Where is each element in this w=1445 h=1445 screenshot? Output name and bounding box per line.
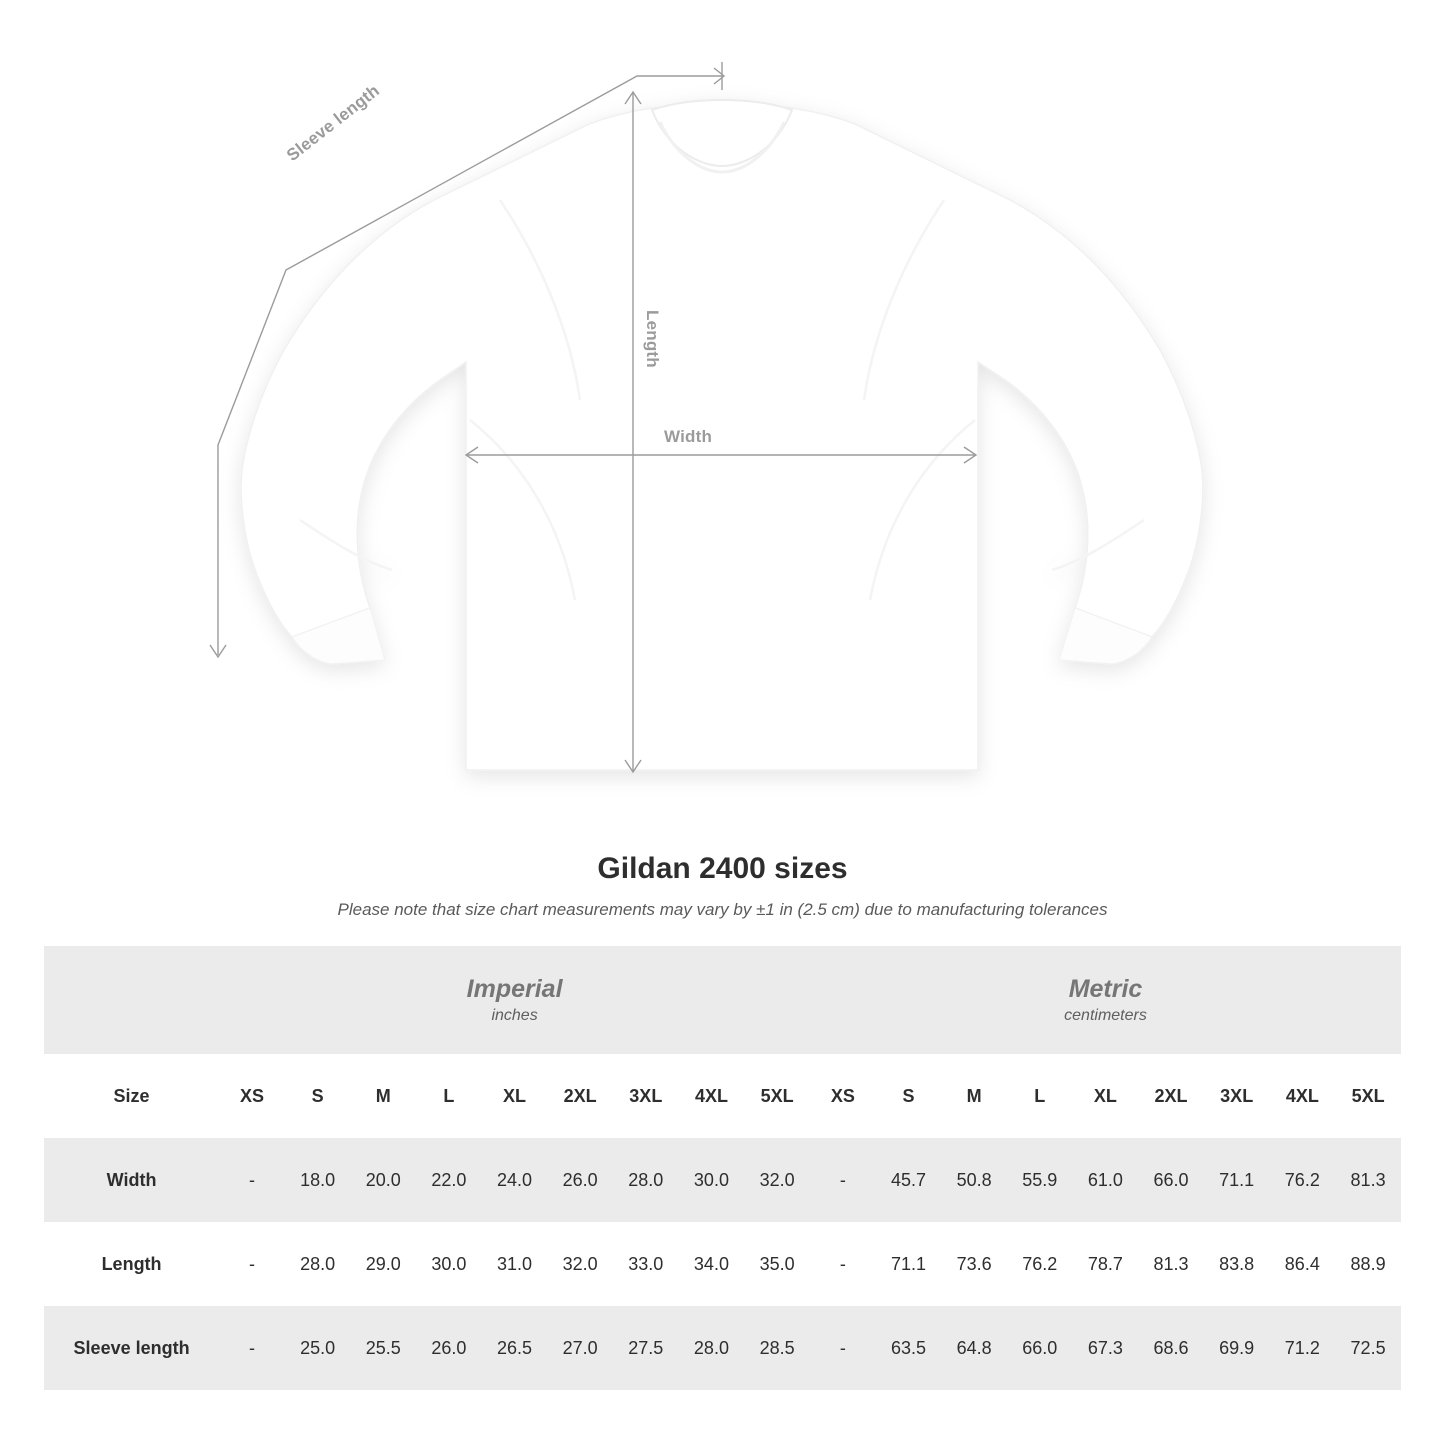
table-row: [44, 1222, 1401, 1306]
column-header-xs-imperial: XS: [219, 1054, 285, 1138]
cell-value: 32.0: [744, 1138, 810, 1222]
cell-value: 30.0: [416, 1222, 482, 1306]
chart-heading: [0, 852, 1445, 920]
size-chart-table: [44, 946, 1401, 1390]
column-header-xs-metric: XS: [810, 1054, 876, 1138]
cell-value: 61.0: [1073, 1138, 1139, 1222]
cell-value: 66.0: [1007, 1306, 1073, 1390]
width-label: Width: [664, 427, 713, 446]
cell-value: -: [810, 1138, 876, 1222]
column-header-m-metric: M: [941, 1054, 1007, 1138]
cell-value: 72.5: [1335, 1306, 1401, 1390]
table-header-row: [44, 1054, 1401, 1138]
cell-value: 64.8: [941, 1306, 1007, 1390]
cell-value: 28.0: [285, 1222, 351, 1306]
column-header-4xl-imperial: 4XL: [679, 1054, 745, 1138]
table-row: [44, 1306, 1401, 1390]
length-label: Length: [643, 310, 662, 368]
cell-value: 31.0: [482, 1222, 548, 1306]
cell-value: 86.4: [1270, 1222, 1336, 1306]
cell-value: 26.0: [547, 1138, 613, 1222]
column-header-xl-metric: XL: [1073, 1054, 1139, 1138]
unit-row-spacer: [44, 946, 219, 1054]
cell-value: 63.5: [876, 1306, 942, 1390]
cell-value: 25.5: [350, 1306, 416, 1390]
cell-value: 28.5: [744, 1306, 810, 1390]
cell-value: -: [810, 1222, 876, 1306]
column-header-l-metric: L: [1007, 1054, 1073, 1138]
unit-group-subtitle: inches: [491, 1007, 538, 1025]
cell-value: -: [810, 1306, 876, 1390]
cell-value: 29.0: [350, 1222, 416, 1306]
cell-value: 81.3: [1138, 1222, 1204, 1306]
row-label-sleeve-length: Sleeve length: [44, 1306, 219, 1390]
unit-group-subtitle: centimeters: [1064, 1007, 1147, 1025]
cell-value: 24.0: [482, 1138, 548, 1222]
page-title: Gildan 2400 sizes: [597, 852, 848, 885]
cell-value: -: [219, 1138, 285, 1222]
unit-group-metric: [810, 946, 1401, 1054]
unit-group-title: Metric: [1068, 974, 1143, 1003]
cell-value: 26.5: [482, 1306, 548, 1390]
cell-value: 32.0: [547, 1222, 613, 1306]
cell-value: 35.0: [744, 1222, 810, 1306]
cell-value: 22.0: [416, 1138, 482, 1222]
row-label-width: Width: [44, 1138, 219, 1222]
cell-value: 68.6: [1138, 1306, 1204, 1390]
column-header-4xl-metric: 4XL: [1270, 1054, 1336, 1138]
cell-value: 33.0: [613, 1222, 679, 1306]
cell-value: 76.2: [1270, 1138, 1336, 1222]
row-label-length: Length: [44, 1222, 219, 1306]
cell-value: 71.1: [876, 1222, 942, 1306]
cell-value: 83.8: [1204, 1222, 1270, 1306]
cell-value: 27.5: [613, 1306, 679, 1390]
cell-value: 27.0: [547, 1306, 613, 1390]
column-header-3xl-imperial: 3XL: [613, 1054, 679, 1138]
cell-value: 34.0: [679, 1222, 745, 1306]
cell-value: 81.3: [1335, 1138, 1401, 1222]
cell-value: 50.8: [941, 1138, 1007, 1222]
column-header-m-imperial: M: [350, 1054, 416, 1138]
tolerance-note: Please note that size chart measurements may vary by ±1 in (2.5 cm) due to manufacturing tolerances: [337, 900, 1108, 919]
size-chart-table-wrap: [44, 946, 1401, 1390]
cell-value: 73.6: [941, 1222, 1007, 1306]
column-header-xl-imperial: XL: [482, 1054, 548, 1138]
column-header-s-metric: S: [876, 1054, 942, 1138]
column-header-5xl-imperial: 5XL: [744, 1054, 810, 1138]
cell-value: 25.0: [285, 1306, 351, 1390]
column-header-2xl-metric: 2XL: [1138, 1054, 1204, 1138]
cell-value: 55.9: [1007, 1138, 1073, 1222]
cell-value: 88.9: [1335, 1222, 1401, 1306]
column-header-size: Size: [44, 1054, 219, 1138]
column-header-2xl-imperial: 2XL: [547, 1054, 613, 1138]
cell-value: 71.1: [1204, 1138, 1270, 1222]
cell-value: 67.3: [1073, 1306, 1139, 1390]
cell-value: 76.2: [1007, 1222, 1073, 1306]
cell-value: 69.9: [1204, 1306, 1270, 1390]
cell-value: 30.0: [679, 1138, 745, 1222]
unit-group-row: [44, 946, 1401, 1054]
cell-value: 45.7: [876, 1138, 942, 1222]
cell-value: 71.2: [1270, 1306, 1336, 1390]
shirt-shape: [241, 100, 1203, 770]
cell-value: 78.7: [1073, 1222, 1139, 1306]
cell-value: 28.0: [613, 1138, 679, 1222]
unit-group-title: Imperial: [466, 974, 563, 1003]
column-header-5xl-metric: 5XL: [1335, 1054, 1401, 1138]
cell-value: 28.0: [679, 1306, 745, 1390]
cell-value: -: [219, 1306, 285, 1390]
column-header-3xl-metric: 3XL: [1204, 1054, 1270, 1138]
column-header-s-imperial: S: [285, 1054, 351, 1138]
cell-value: -: [219, 1222, 285, 1306]
cell-value: 18.0: [285, 1138, 351, 1222]
column-header-l-imperial: L: [416, 1054, 482, 1138]
cell-value: 66.0: [1138, 1138, 1204, 1222]
cell-value: 20.0: [350, 1138, 416, 1222]
sleeve-length-label: Sleeve length: [283, 80, 384, 165]
table-row: [44, 1138, 1401, 1222]
unit-group-imperial: [219, 946, 810, 1054]
cell-value: 26.0: [416, 1306, 482, 1390]
